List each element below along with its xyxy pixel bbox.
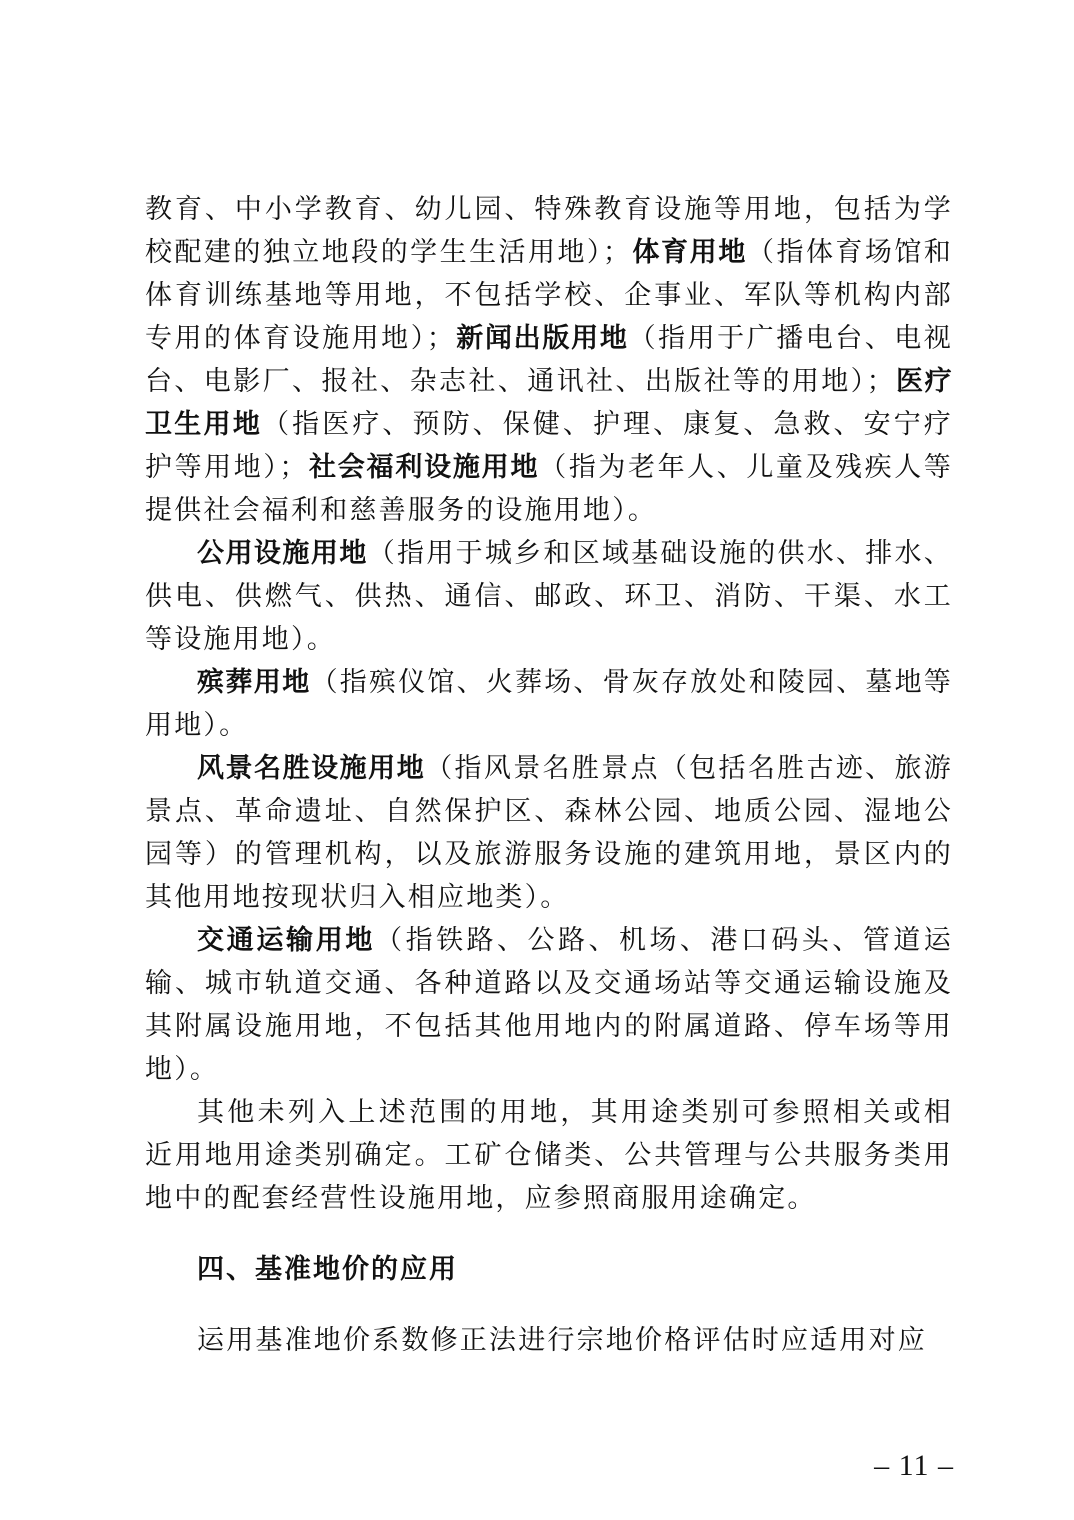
term-funeral-land: 殡葬用地	[197, 667, 311, 698]
text-segment: （指殡仪馆、火葬场、骨灰存放处和陵园、墓地等用地）。	[145, 667, 954, 741]
term-public-utilities-land: 公用设施用地	[197, 538, 368, 569]
text-segment: （指为老年人、儿童及残疾人等提供社会福利和慈善服务的设施用地）。	[145, 452, 953, 526]
paragraph-funeral	[145, 661, 953, 747]
paragraph-transport	[145, 919, 953, 1091]
term-social-welfare-land: 社会福利设施用地	[308, 452, 540, 483]
term-scenic-facilities-land: 风景名胜设施用地	[197, 753, 426, 784]
term-press-publishing-land: 新闻出版用地	[455, 323, 629, 354]
paragraph-other	[145, 1091, 953, 1220]
term-sports-land: 体育用地	[632, 237, 748, 268]
text-segment: （指用于城乡和区域基础设施的供水、排水、供电、供燃气、供热、通信、邮政、环卫、消防、干渠、水工等设施用地）。	[145, 538, 954, 655]
paragraph-application: 运用基准地价系数修正法进行宗地价格评估时应适用对应	[197, 1325, 927, 1356]
term-transport-land: 交通运输用地	[197, 925, 376, 956]
text-segment: （指用于广播电台、电视台、电影厂、报社、杂志社、通讯社、出版社等的用地）；	[145, 323, 953, 397]
paragraph-continuation	[145, 188, 953, 532]
text-segment: （指医疗、预防、保健、护理、康复、急救、安宁疗护等用地）；	[145, 409, 953, 483]
term-medical-health-land: 医疗卫生用地	[145, 366, 953, 440]
document-body	[145, 188, 953, 1362]
text-segment: （指风景名胜景点（包括名胜古迹、旅游景点、革命遗址、自然保护区、森林公园、地质公园、湿地公园等）的管理机构，以及旅游服务设施的建筑用地，景区内的其他用地按现状归入相应地类）。	[145, 753, 954, 913]
text-segment: （指体育场馆和体育训练基地等用地，不包括学校、企事业、军队等机构内部专用的体育设施用地）；	[145, 237, 953, 354]
text-segment: （指铁路、公路、机场、港口码头、管道运输、城市轨道交通、各种道路以及交通场站等交通运输设施及其附属设施用地，不包括其他用地内的附属道路、停车场等用地）。	[145, 925, 953, 1085]
paragraph-scenic	[145, 747, 953, 919]
text-segment: 其他未列入上述范围的用地，其用途类别可参照相关或相近用地用途类别确定。工矿仓储类、公共管理与公共服务类用地中的配套经营性设施用地，应参照商服用途确定。	[145, 1097, 953, 1214]
paragraph-public-utilities	[145, 532, 953, 661]
section-heading: 四、基准地价的应用	[197, 1254, 458, 1285]
page-number: – 11 –	[874, 1449, 954, 1482]
text-segment: 教育、中小学教育、幼儿园、特殊教育设施等用地，包括为学校配建的独立地段的学生生活用地）；	[145, 194, 953, 268]
